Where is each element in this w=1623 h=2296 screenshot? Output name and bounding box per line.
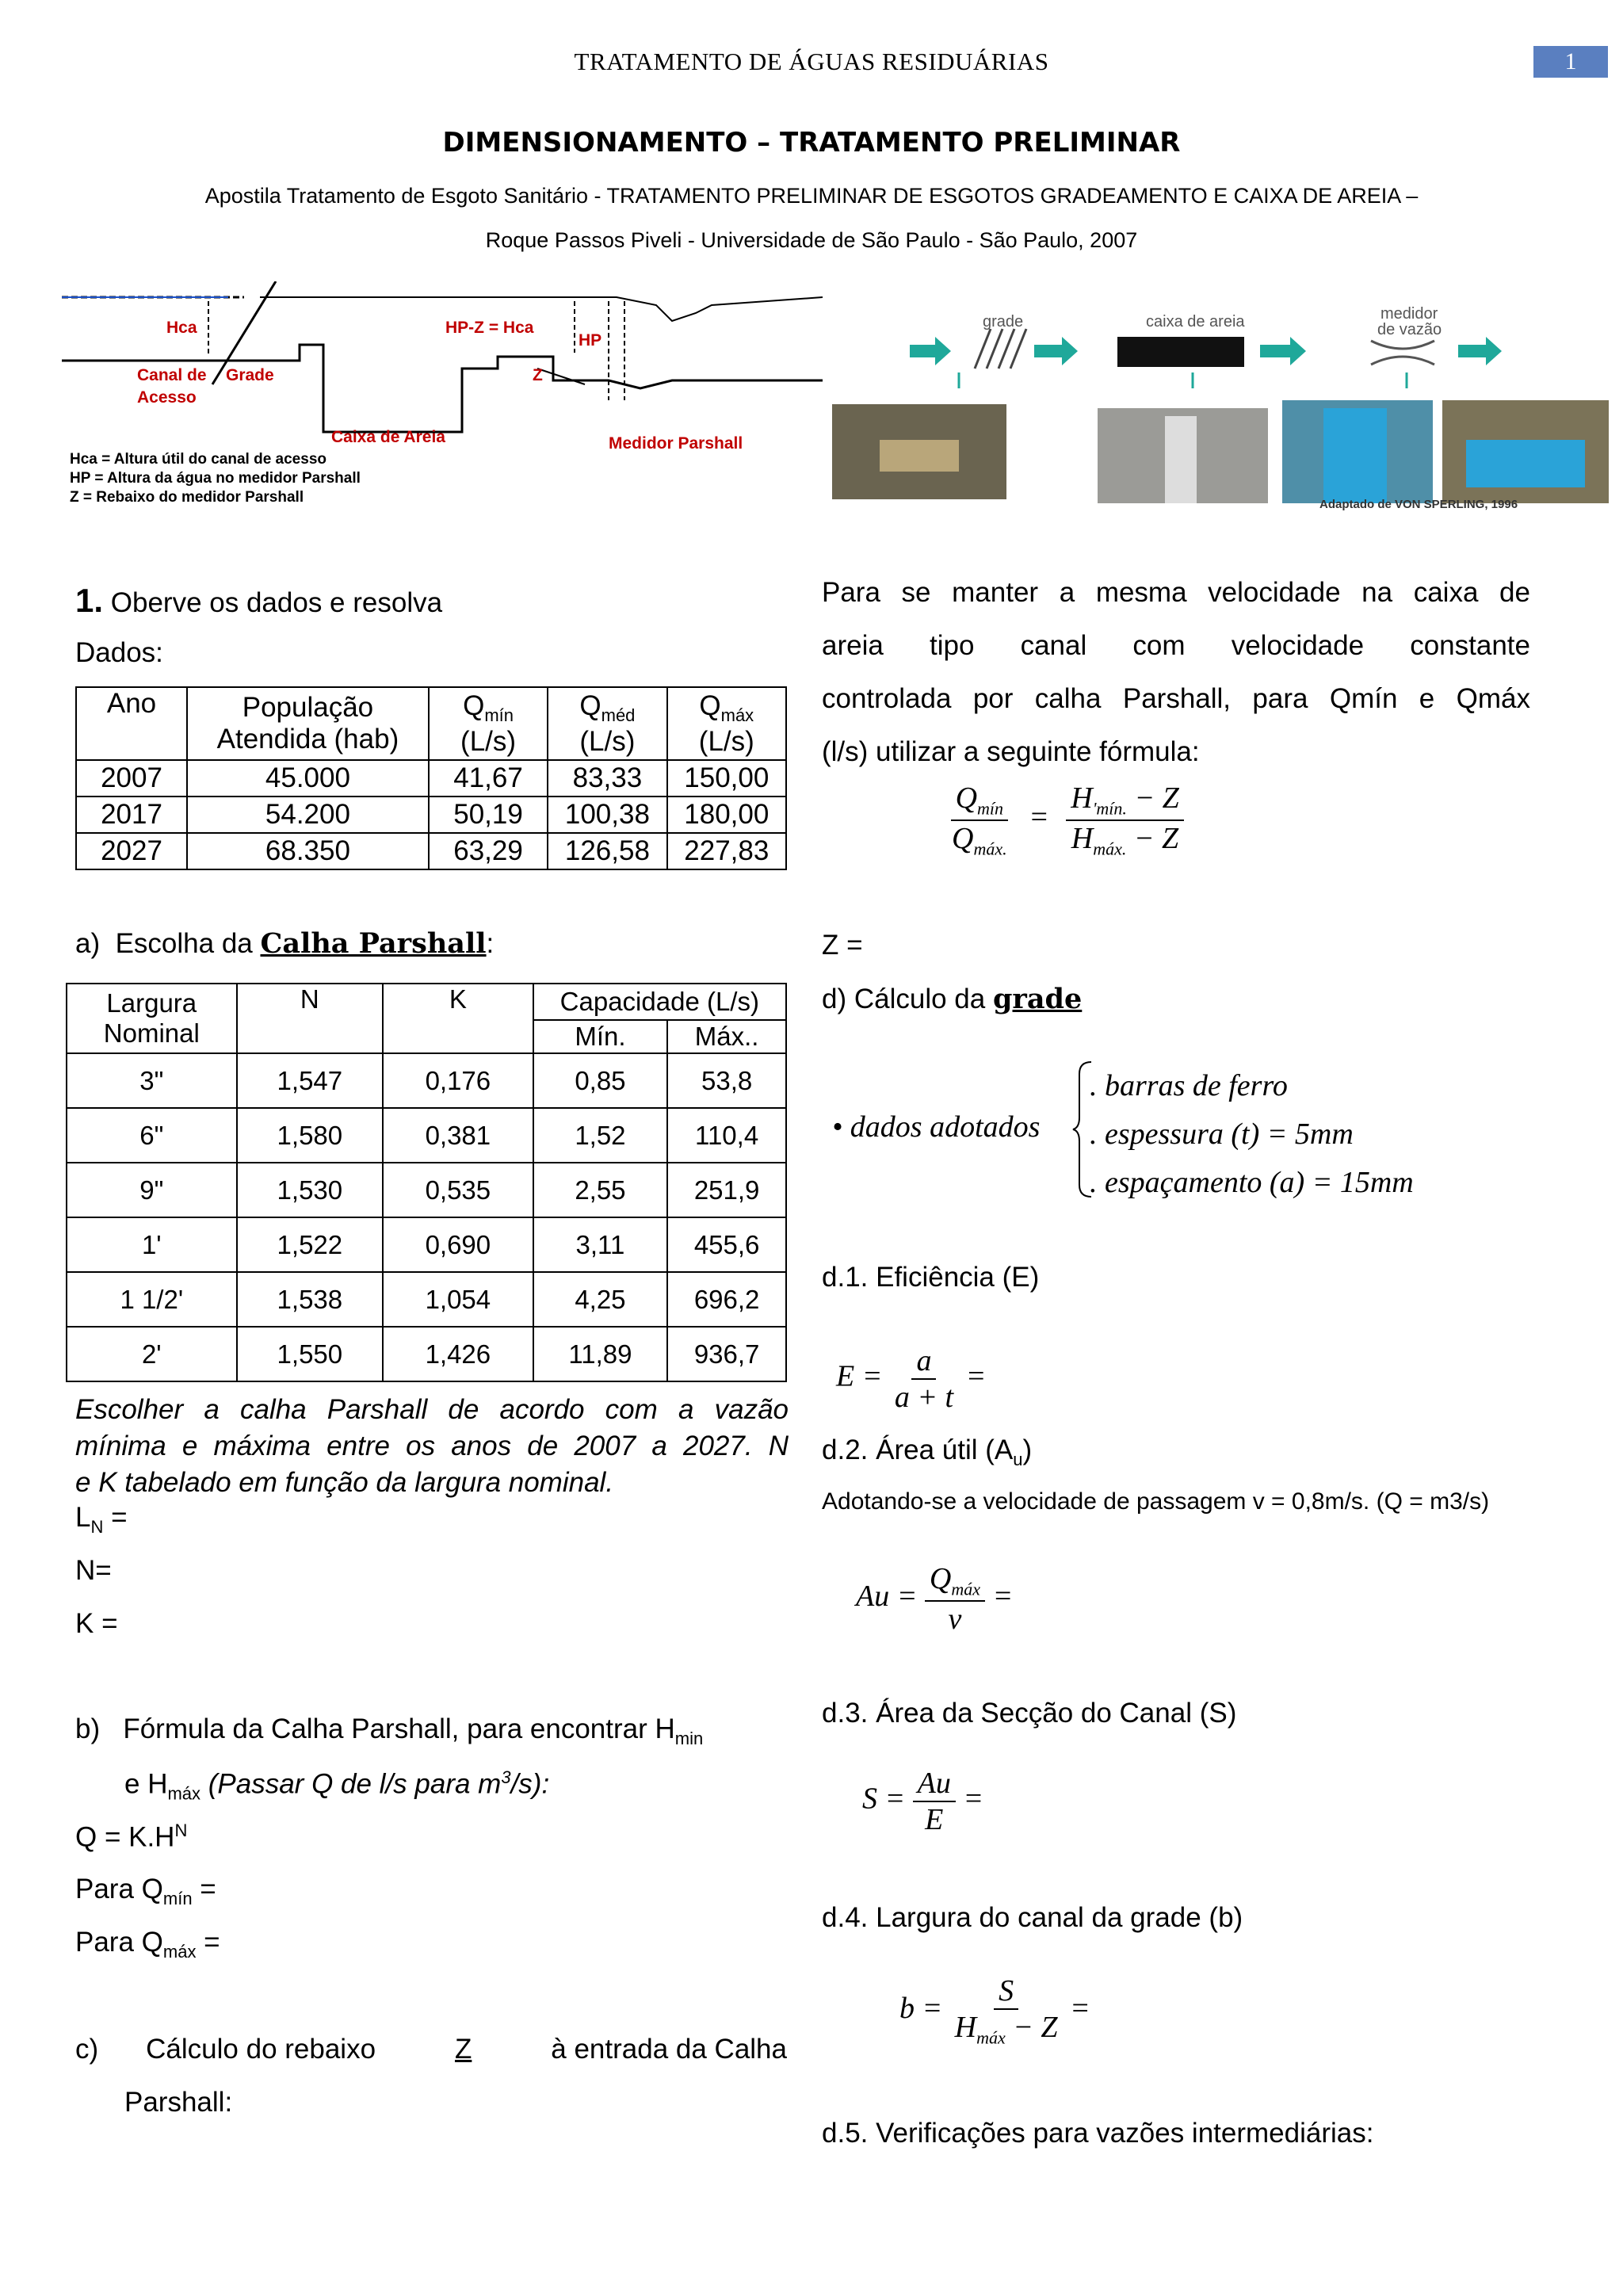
cell: 0,85 [533,1053,668,1108]
d5-heading: d.5. Verificações para vazões intermediárias: [822,2118,1374,2149]
cell: 936,7 [667,1327,786,1381]
th-qmin: $Q_{mín}$ (L/s) [429,687,548,760]
parshall-note [75,1392,789,1501]
item-b: b) Fórmula da Calha Parshall, para encontrar $H_{min}$ [75,1713,704,1748]
cell: 11,89 [533,1327,668,1381]
cell: 6" [67,1108,237,1163]
cell: 110,4 [667,1108,786,1163]
flow-label-caixa: caixa de areia [1146,313,1245,330]
th-qmed: $Q_{méd}$ (L/s) [548,687,666,760]
question-text: Oberve os dados e resolva [110,587,443,618]
item-c-line2: Parshall: [124,2087,233,2118]
cell: 150,00 [667,760,786,797]
cell: 1,580 [237,1108,384,1163]
table-row [76,797,786,833]
d1-heading: d.1. Eficiência (E) [822,1262,1040,1293]
k-line: K = [75,1608,118,1639]
para-qmin: Para $Q_{mín}$ = [75,1874,216,1908]
th-capacidade: Capacidade (L/s) [533,984,786,1020]
adotado-espessura: . espessura (t) = 5mm [1090,1117,1354,1151]
diagram-legend [70,450,361,507]
cell: 1' [67,1217,237,1272]
cell: 54.200 [187,797,429,833]
legend-hca: Hca = Altura útil do canal de acesso [70,451,327,468]
diagram-credit: Adaptado de VON SPERLING, 1996 [1319,498,1518,511]
cell: 50,19 [429,797,548,833]
cell: 1,426 [383,1327,533,1381]
th-qmax: $Q_{máx}$ (L/s) [667,687,786,760]
d3-heading: d.3. Área da Secção do Canal (S) [822,1698,1237,1729]
para-line-4: (l/s) utilizar a seguinte fórmula: [822,736,1200,767]
label-hp: HP [579,331,602,350]
label-grade: Grade [226,366,274,384]
question-1-heading [75,582,442,620]
z-line: Z = [822,930,863,961]
note-line-2: mínima e máxima entre os anos de 2007 a 2027. N [75,1431,789,1461]
cell: 251,9 [667,1163,786,1217]
th-max: Máx.. [667,1020,786,1053]
label-z: Z [533,366,543,384]
para-line-1: Para se manter a mesma velocidade na caixa de [822,577,1530,608]
label-hpz: HP-Z = Hca [445,319,534,337]
d2-heading: d.2. Área útil $(A_u)$ [822,1435,1033,1469]
cell: 1,538 [237,1272,384,1327]
table-row [67,1272,786,1327]
flow-label-grade: grade [983,313,1024,330]
table-row [76,833,786,869]
cell: 83,33 [548,760,666,797]
cell: 100,38 [548,797,666,833]
document-title: DIMENSIONAMENTO – TRATAMENTO PRELIMINAR [442,127,1181,159]
cell: 1,530 [237,1163,384,1217]
cell: 4,25 [533,1272,668,1327]
cell: 9" [67,1163,237,1217]
adotados-list [1090,1062,1414,1207]
flow-label-medidor-2: de vazão [1377,321,1442,338]
formula-au: Au = $\frac{Q_{máx}}{v}$ = [856,1562,1014,1636]
cell: 126,58 [548,833,666,869]
item-a-label: a) [75,928,101,959]
formula-s: S = $\frac{Au}{E}$ = [862,1767,984,1836]
table-row [76,760,786,797]
cell: 2027 [76,833,187,869]
flow-label-medidor-1: medidor [1381,305,1438,323]
data-table [75,686,787,870]
cell: 3" [67,1053,237,1108]
cell: 2' [67,1327,237,1381]
para-line-2: areia tipo canal com velocidade constante [822,630,1530,661]
cell: 1,550 [237,1327,384,1381]
cell: 1,52 [533,1108,668,1163]
item-a: a) Escolha da Calha Parshall: [75,927,495,960]
th-min: Mín. [533,1020,668,1053]
adotado-barras: . barras de ferro [1090,1069,1288,1102]
formula-e: E = $\frac{a}{a + t}$ = [836,1344,987,1414]
formula-ratio: $\frac{Q_{mín}}{Q_{máx.}}$ = $\frac{H_{'mín.} - Z}{H_{máx.} - Z}$ [947,781,1184,859]
label-acesso: Acesso [137,388,197,407]
adotado-espacamento: . espaçamento (a) = 15mm [1090,1166,1414,1199]
cell: 2007 [76,760,187,797]
page-header: TRATAMENTO DE ÁGUAS RESIDUÁRIAS [574,48,1049,75]
source-line-2: Roque Passos Piveli - Universidade de São Paulo - São Paulo, 2007 [485,228,1138,252]
cell: 227,83 [667,833,786,869]
cell: 0,535 [383,1163,533,1217]
th-populacao: População Atendida (hab) [187,687,429,760]
item-b-line2: e $H_{máx}$ (Passar Q de l/s para $m^3/s$): [124,1767,550,1804]
item-a-bold: Calha Parshall [260,927,487,960]
note-line-1: Escolher a calha Parshall de acordo com a vazão [75,1394,789,1425]
legend-z: Z = Rebaixo do medidor Parshall [70,489,304,506]
right-paragraph [822,566,1530,778]
cell: 1,054 [383,1272,533,1327]
source-line-1: Apostila Tratamento de Esgoto Sanitário - TRATAMENTO PRELIMINAR DE ESGOTOS GRADEAMENTO E CAIXA DE AREIA – [204,184,1419,208]
cell: 45.000 [187,760,429,797]
para-qmax: Para $Q_{máx}$ = [75,1927,220,1962]
legend-hp: HP = Altura da água no medidor Parshall [70,470,361,487]
question-number: 1. [75,582,104,619]
cell: 1 1/2' [67,1272,237,1327]
d4-heading: d.4. Largura do canal da grade (b) [822,1902,1243,1933]
cell: 180,00 [667,797,786,833]
item-d: d) Cálculo da grade [822,983,1083,1015]
cell: 3,11 [533,1217,668,1272]
cell: 696,2 [667,1272,786,1327]
label-canal: Canal de [137,366,207,384]
th-largura: Largura Nominal [67,984,237,1053]
cell: 2017 [76,797,187,833]
cell: 1,547 [237,1053,384,1108]
cell: 41,67 [429,760,548,797]
label-caixa-areia: Caixa de Areia [331,428,445,446]
label-medidor-parshall: Medidor Parshall [609,434,743,453]
item-c: c) Cálculo do rebaixo Z à entrada da Calha [75,2034,787,2065]
cell: 455,6 [667,1217,786,1272]
process-flow-diagram [832,305,1609,519]
dados-adotados-label: • dados adotados [832,1110,1041,1144]
th-n: N [237,984,384,1053]
table-row [67,1327,786,1381]
cell: 0,690 [383,1217,533,1272]
table-row [67,1053,786,1108]
cell: 53,8 [667,1053,786,1108]
cell: 1,522 [237,1217,384,1272]
table-row [67,1163,786,1217]
para-line-3: controlada por calha Parshall, para Qmín e Qmáx [822,683,1530,714]
cell: 2,55 [533,1163,668,1217]
dados-label: Dados: [75,637,163,668]
cell: 63,29 [429,833,548,869]
cell: 68.350 [187,833,429,869]
cell: 0,381 [383,1108,533,1163]
table-row [67,1217,786,1272]
ln-line: $L_N$ = [75,1502,128,1537]
formula-b: b = $\frac{S}{H_{máx} - Z}$ = [899,1974,1090,2048]
cell: 0,176 [383,1053,533,1108]
item-a-text: Escolha da [115,928,261,959]
page-number: 1 [1533,46,1608,78]
note-line-3: e K tabelado em função da largura nominal. [75,1467,614,1498]
table-row [67,1108,786,1163]
parshall-table [66,983,787,1382]
d2-note: Adotando-se a velocidade de passagem v = 0,8m/s. (Q = m3/s) [822,1488,1490,1515]
th-ano: Ano [76,687,187,760]
formula-parshall: $Q = K.H^N$ [75,1820,188,1853]
n-line: N= [75,1555,112,1586]
label-hca: Hca [166,319,197,337]
th-k: K [383,984,533,1053]
